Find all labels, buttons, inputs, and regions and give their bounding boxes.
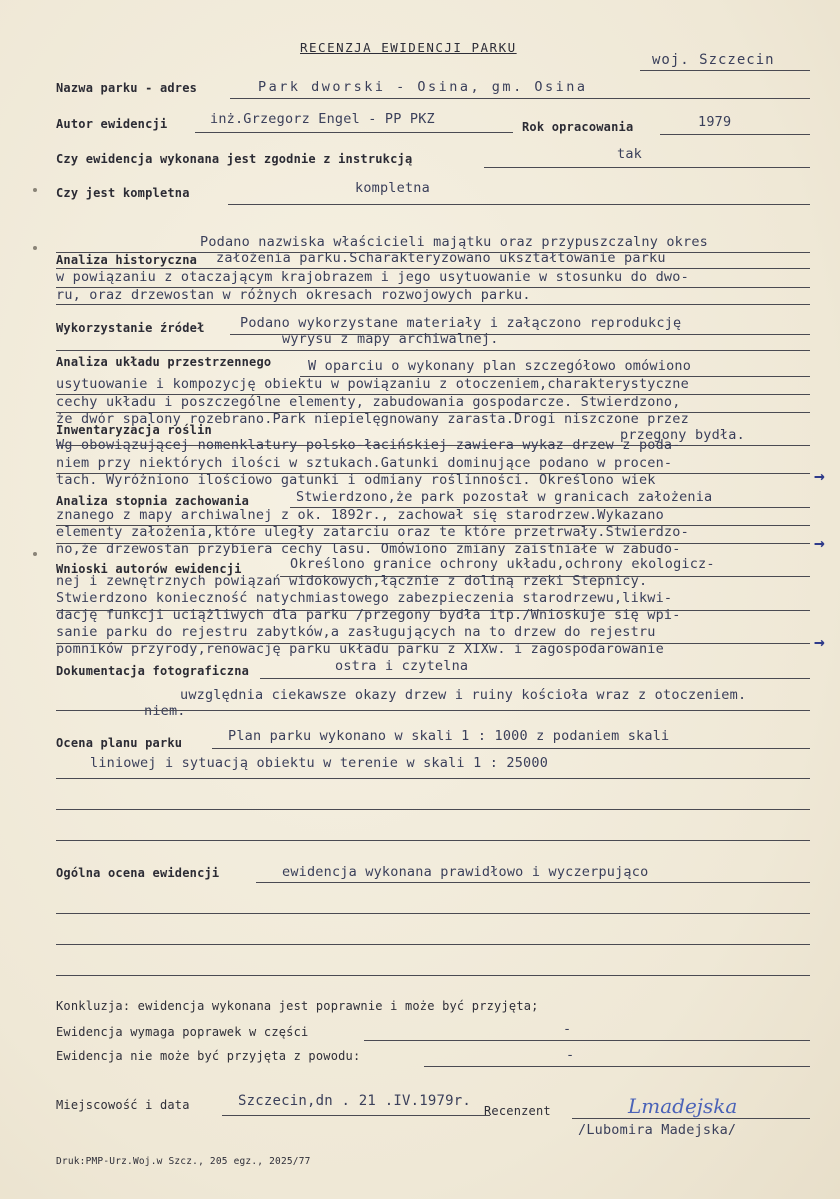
author-value: inż.Grzegorz Engel - PP PKZ bbox=[210, 111, 435, 127]
complete-label: Czy jest kompletna bbox=[56, 186, 190, 200]
punch-hole bbox=[33, 246, 37, 250]
conclusion-partial-value: - bbox=[563, 1021, 572, 1037]
arrow-mark-icon: → bbox=[814, 533, 825, 554]
reviewer-signature: Lmadejska bbox=[628, 1094, 738, 1118]
conc-line-3: Stwierdzono konieczność natychmiastowego zabezpieczenia starodrzewu,likwi- bbox=[56, 590, 673, 606]
plants-line-1: przegony bydła. bbox=[620, 427, 745, 443]
place-date-label: Miejscowość i data bbox=[56, 1098, 190, 1112]
arrow-mark-icon: → bbox=[814, 466, 825, 487]
conc-line-1: Określono granice ochrony układu,ochrony ekologicz- bbox=[290, 556, 715, 572]
photo-line-2: uwzględnia ciekawsze okazy drzew i ruiny kościoła wraz z otoczeniem. bbox=[180, 687, 747, 703]
conclusion-rejected-label: Ewidencja nie może być przyjęta z powodu: bbox=[56, 1049, 361, 1063]
conc-line-2: nej i zewnętrznych powiązań widokowych,łącznie z doliną rzeki Stepnicy. bbox=[56, 573, 648, 589]
arrow-mark-icon: → bbox=[814, 632, 825, 653]
conclusion-rejected-value: - bbox=[566, 1047, 575, 1063]
punch-hole bbox=[33, 552, 37, 556]
instruction-label: Czy ewidencja wykonana jest zgodnie z instrukcją bbox=[56, 152, 413, 166]
voivodeship: woj. Szczecin bbox=[652, 52, 775, 68]
conc-line-4: dację funkcji uciążliwych dla parku /przegony bydła itp./Wnioskuje się wpi- bbox=[56, 607, 681, 623]
layout-line-4: że dwór spalony rozebrano.Park niepielęgnowany zarasta.Drogi niszczone przez bbox=[56, 411, 689, 427]
reviewer-label: Recenzent bbox=[484, 1104, 551, 1118]
hist-label: Analiza historyczna bbox=[56, 253, 198, 267]
hist-line-1: Podano nazwiska właścicieli majątku oraz przypuszczalny okres bbox=[200, 234, 708, 250]
conc-line-6: pomników przyrody,renowację parku układu parku z XIXw. i zagospodarowanie bbox=[56, 641, 664, 657]
layout-line-3: cechy układu i poszczególne elementy, zabudowania gospodarcze. Stwierdzono, bbox=[56, 394, 681, 410]
state-label: Analiza stopnia zachowania bbox=[56, 494, 250, 508]
state-line-2: znanego z mapy archiwalnej z ok. 1892r., zachował się starodrzew.Wykazano bbox=[56, 507, 664, 523]
photo-line-1: ostra i czytelna bbox=[335, 658, 469, 674]
plan-label: Ocena planu parku bbox=[56, 736, 183, 750]
plants-line-3: niem przy niektórych ilości w sztukach.Gatunki dominujące podano w procen- bbox=[56, 455, 673, 471]
overall-value: ewidencja wykonana prawidłowo i wyczerpująco bbox=[282, 864, 649, 880]
sources-line-1: Podano wykorzystane materiały i załączono reprodukcję bbox=[240, 315, 682, 331]
plants-line-2: Wg obowiązującej nomenklatury polsko-łacińskiej zawiera wykaz drzew z poda- bbox=[56, 437, 681, 453]
layout-line-1: W oparciu o wykonany plan szczegółowo omówiono bbox=[308, 358, 692, 374]
plants-line-4: tach. Wyróżniono ilościowo gatunki i odmiany roślinności. Określono wiek bbox=[56, 472, 656, 488]
park-name-label: Nazwa parku - adres bbox=[56, 81, 198, 95]
year-value: 1979 bbox=[698, 114, 732, 130]
conclusion-partial-label: Ewidencja wymaga poprawek w części bbox=[56, 1025, 309, 1039]
instruction-value: tak bbox=[617, 146, 642, 162]
layout-line-2: usytuowanie i kompozycję obiektu w powiązaniu z otoczeniem,charakterystyczne bbox=[56, 376, 689, 392]
place-date-value: Szczecin,dn . 21 .IV.1979r. bbox=[238, 1093, 471, 1109]
plan-line-1: Plan parku wykonano w skali 1 : 1000 z podaniem skali bbox=[228, 728, 670, 744]
conc-line-5: sanie parku do rejestru zabytków,a zasługujących na to drzew do rejestru bbox=[56, 624, 656, 640]
state-line-1: Stwierdzono,że park pozostał w granicach założenia bbox=[296, 489, 713, 505]
park-name-value: Park dworski - Osina, gm. Osina bbox=[258, 79, 588, 95]
overall-label: Ogólna ocena ewidencji bbox=[56, 866, 220, 880]
author-label: Autor ewidencji bbox=[56, 117, 168, 131]
year-label: Rok opracowania bbox=[522, 120, 634, 134]
reviewer-name: /Lubomira Madejska/ bbox=[578, 1122, 737, 1138]
photo-line-3: niem. bbox=[144, 703, 186, 719]
plan-line-2: liniowej i sytuacją obiektu w terenie w skali 1 : 25000 bbox=[90, 755, 549, 771]
sources-label: Wykorzystanie źródeł bbox=[56, 321, 205, 335]
layout-label: Analiza układu przestrzennego bbox=[56, 355, 272, 369]
state-line-3: elementy założenia,które uległy zatarciu oraz te które przetrwały.Stwierdzo- bbox=[56, 524, 689, 540]
punch-hole bbox=[33, 188, 37, 192]
hist-line-4: ru, oraz drzewostan w różnych okresach rozwojowych parku. bbox=[56, 287, 531, 303]
document-title: RECENZJA EWIDENCJI PARKU bbox=[300, 40, 517, 55]
plants-label: Inwentaryzacja roślin bbox=[56, 423, 212, 437]
complete-value: kompletna bbox=[355, 180, 430, 196]
hist-line-2: założenia parku.Scharakteryzowano ukształtowanie parku bbox=[216, 250, 666, 266]
print-note: Druk:PMP-Urz.Woj.w Szcz., 205 egz., 2025/77 bbox=[56, 1156, 311, 1167]
photo-label: Dokumentacja fotograficzna bbox=[56, 664, 250, 678]
conclusion-accepted: Konkluzja: ewidencja wykonana jest poprawnie i może być przyjęta; bbox=[56, 999, 539, 1013]
hist-line-3: w powiązaniu z otaczającym krajobrazem i jego usytuowanie w stosunku do dwo- bbox=[56, 269, 689, 285]
sources-line-2: wyrysu z mapy archiwalnej. bbox=[282, 331, 499, 347]
state-line-4: no,że drzewostan przybiera cechy lasu. Omówiono zmiany zaistniałe w zabudo- bbox=[56, 541, 681, 557]
conclusions-label: Wnioski autorów ewidencji bbox=[56, 562, 242, 576]
